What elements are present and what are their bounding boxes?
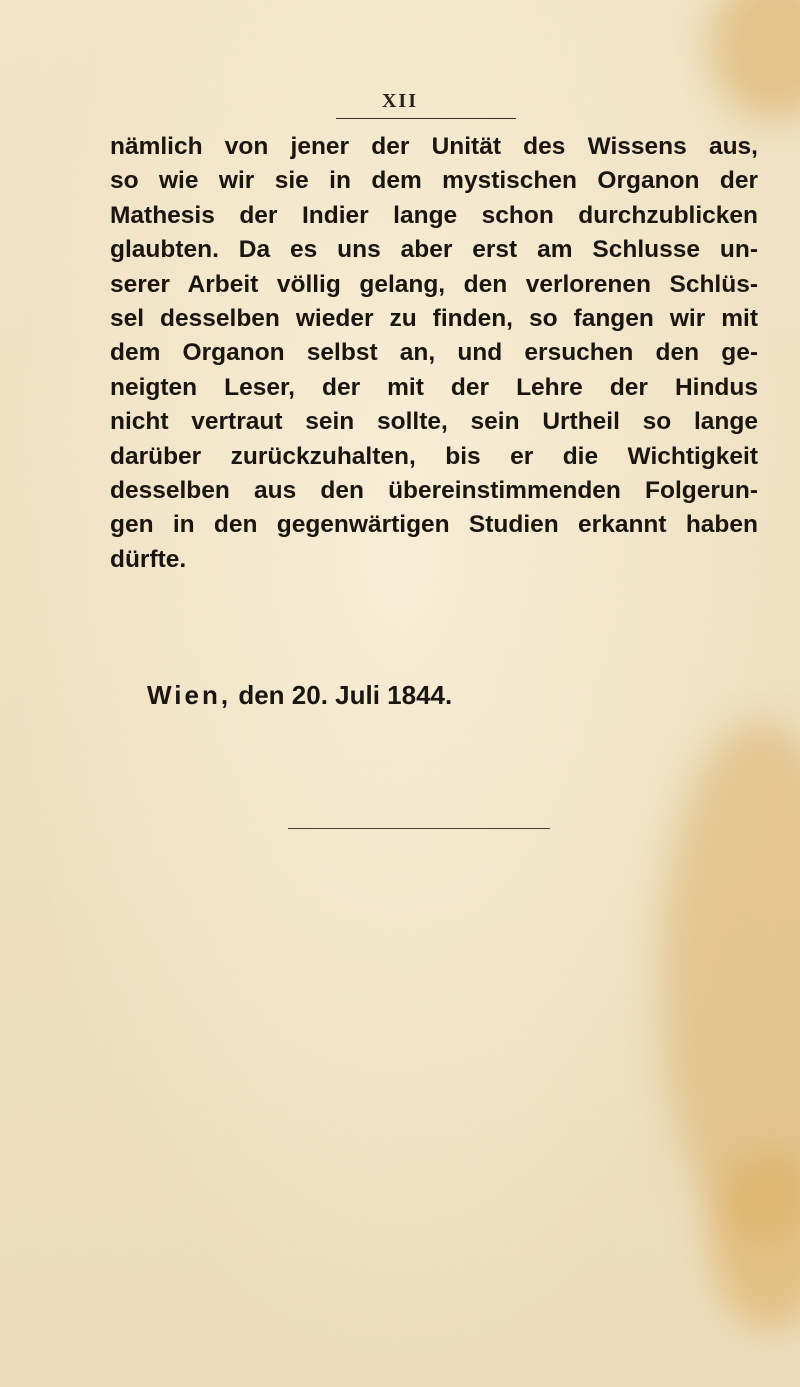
text-line: sel desselben wieder zu finden, so fangen wir mit xyxy=(110,304,758,332)
text-line: neigten Leser, der mit der Lehre der Hindus xyxy=(110,373,758,401)
paragraph xyxy=(110,130,758,577)
text-line: glaubten. Da es uns aber erst am Schlusse un- xyxy=(110,236,758,264)
paper-stain xyxy=(660,720,800,1240)
signature-city: Wien, xyxy=(147,680,232,710)
page-number: XII xyxy=(381,90,418,112)
text-line: dem Organon selbst an, und ersuchen den ge- xyxy=(110,339,758,367)
text-line: so wie wir sie in dem mystischen Organon der xyxy=(110,167,758,195)
text-line: desselben aus den übereinstimmenden Folgerun- xyxy=(110,476,758,504)
text-line: nämlich von jener der Unität des Wissens aus, xyxy=(110,133,758,160)
text-line: nicht vertraut sein sollte, sein Urtheil so lange xyxy=(110,408,758,436)
text-line: gen in den gegenwärtigen Studien erkannt haben xyxy=(110,511,758,539)
text-line: dürfte. xyxy=(110,545,187,573)
closing-rule xyxy=(288,828,550,829)
signature-date: den 20. Juli 1844. xyxy=(238,680,453,710)
text-line: Mathesis der Indier lange schon durchzublicken xyxy=(110,201,758,229)
header-rule xyxy=(336,118,516,119)
signature-line xyxy=(147,680,452,711)
text-line: darüber zurückzuhalten, bis er die Wichtigkeit xyxy=(110,442,758,470)
text-line: serer Arbeit völlig gelang, den verlorenen Schlüs- xyxy=(110,270,758,298)
paper-stain xyxy=(710,1150,800,1330)
